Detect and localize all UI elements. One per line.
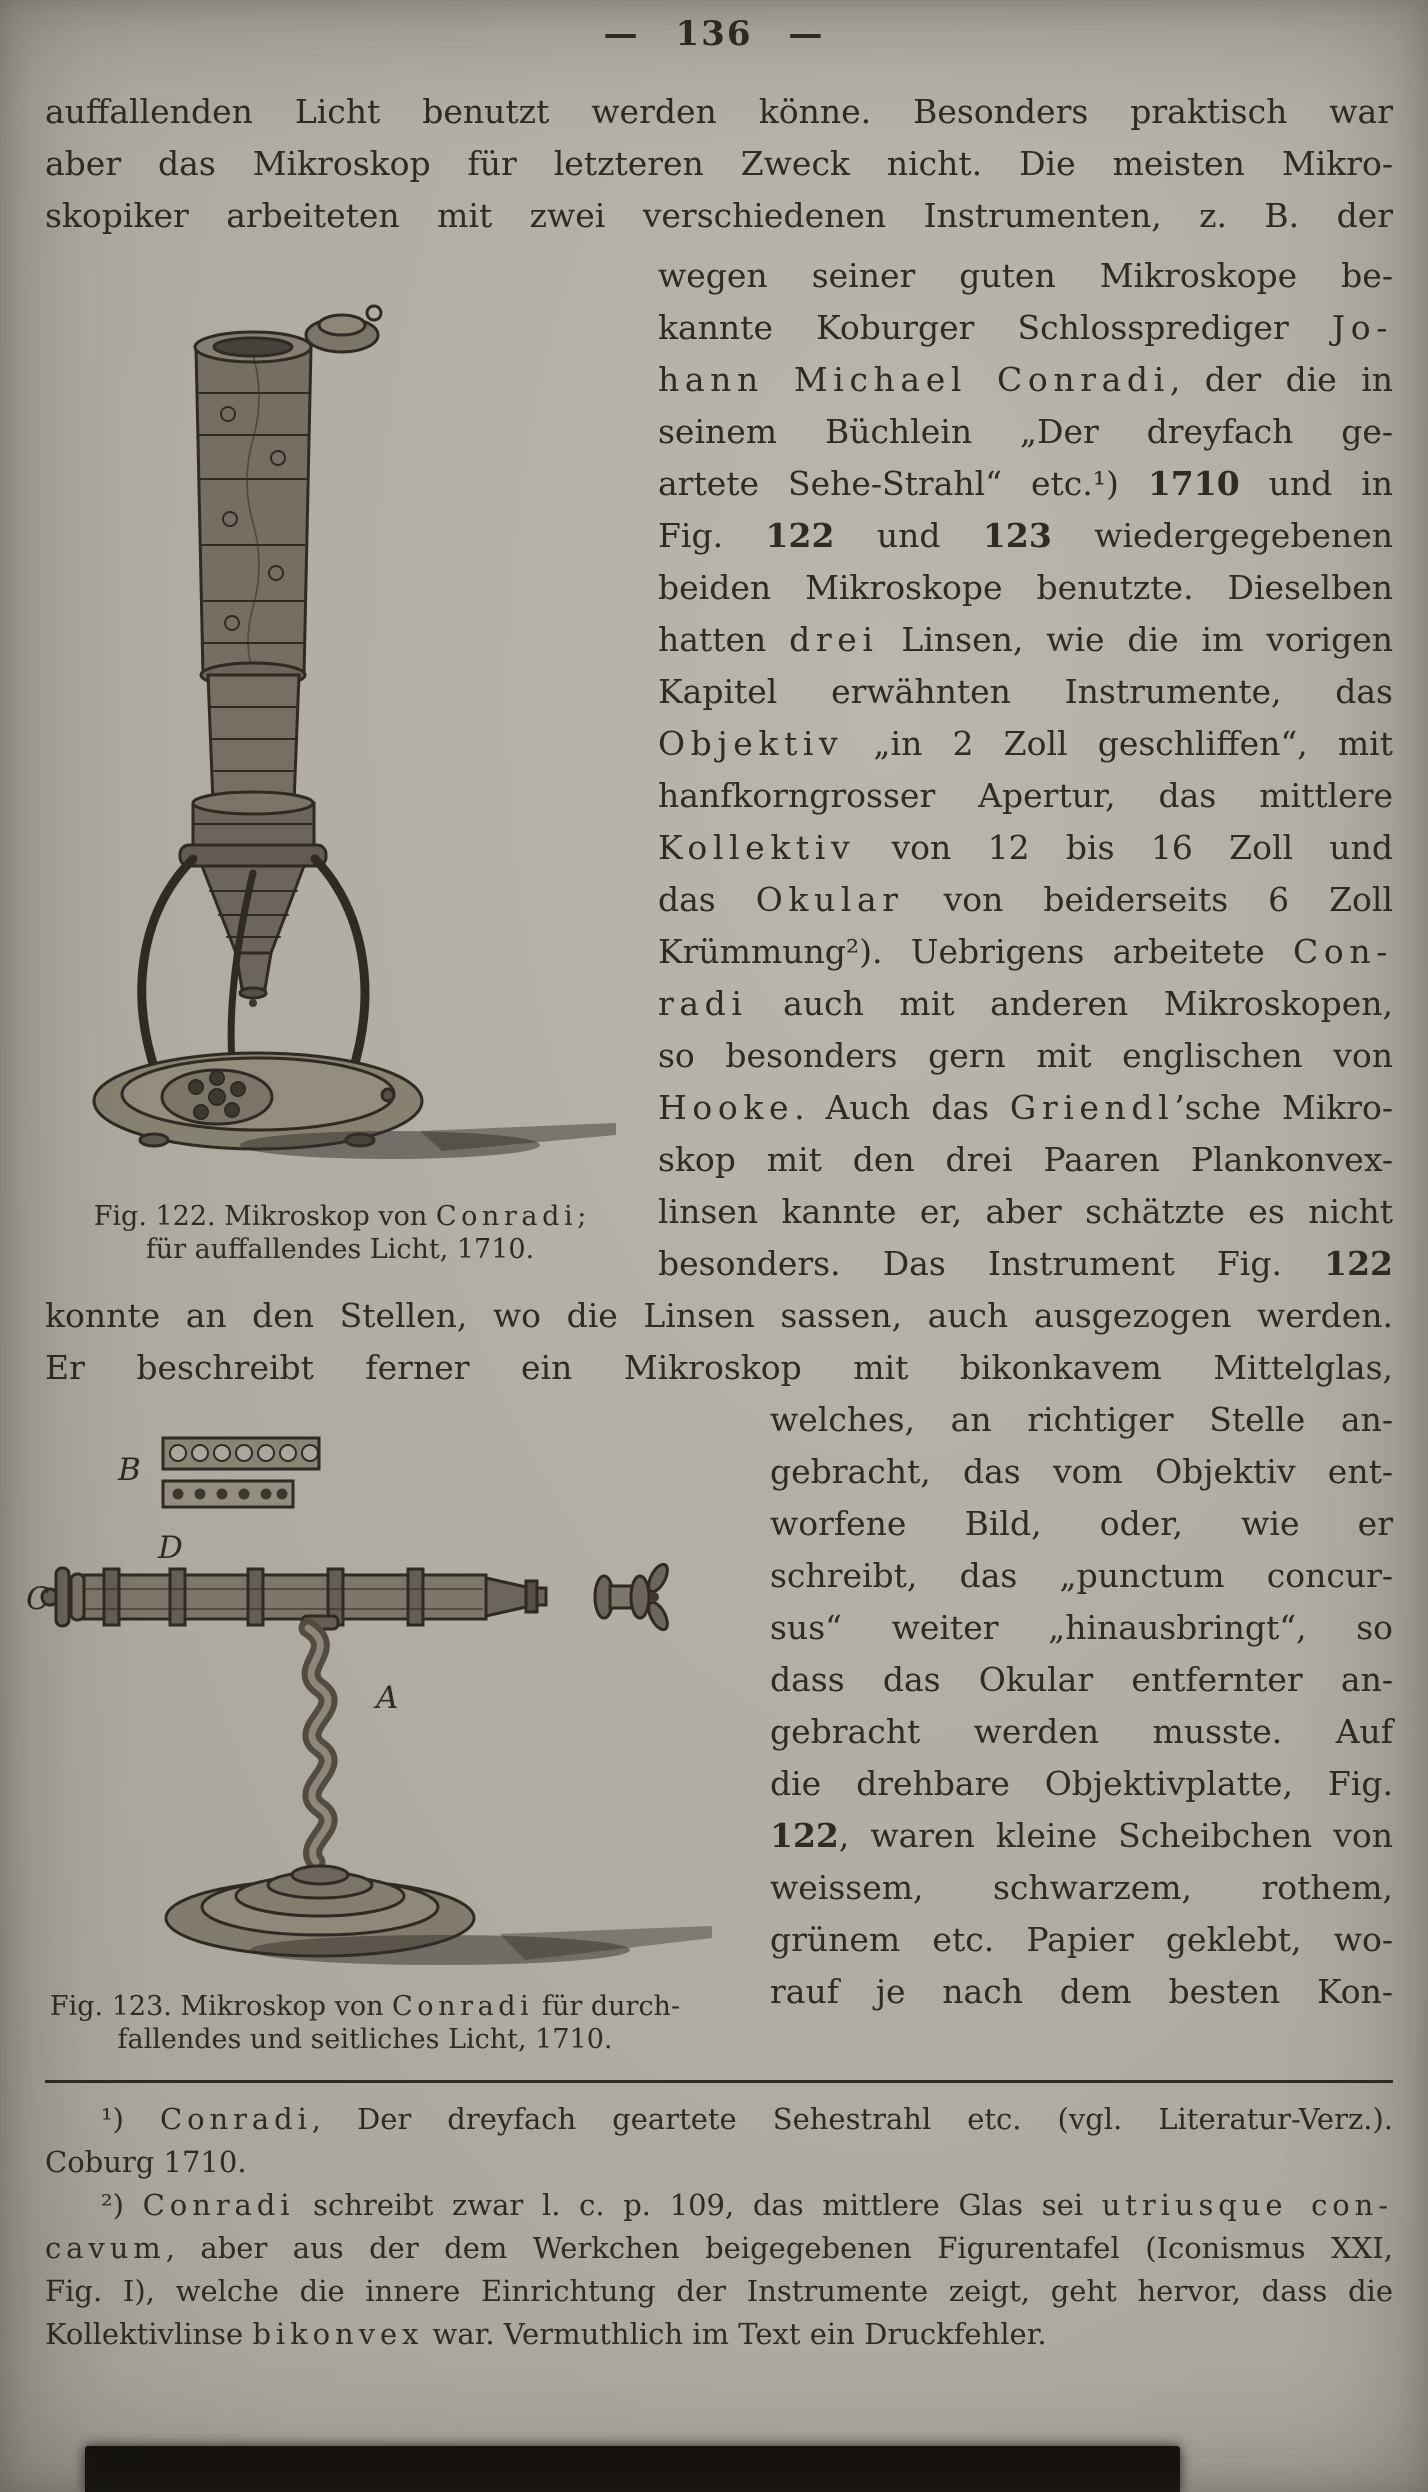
text-line: so besonders gern mit englischen von	[658, 1036, 1393, 1075]
paragraph-full-width	[45, 1290, 1393, 1394]
text-line: für auffallendes Licht, 1710.	[145, 1234, 535, 1265]
text-line: weissem, schwarzem, rothem,	[770, 1868, 1393, 1907]
text-line: konnte an den Stellen, wo die Linsen sassen, auch ausgezogen werden.	[45, 1296, 1393, 1335]
text-line: Hooke. Auch das Griendl’sche Mikro-	[658, 1088, 1394, 1127]
paragraph-beside-fig123	[770, 1394, 1393, 2018]
text-line: sus“ weiter „hinausbringt“, so	[770, 1608, 1393, 1647]
text-line: grünem etc. Papier geklebt, wo-	[770, 1920, 1393, 1959]
text-line: Coburg 1710.	[45, 2145, 247, 2179]
label-c: C	[26, 1581, 50, 1617]
text-line: auffallenden Licht benutzt werden könne. Besonders praktisch war	[45, 92, 1393, 131]
page-number: — 136 —	[603, 14, 825, 54]
text-line: artete Sehe-Strahl“ etc.¹) 1710 und in	[658, 464, 1394, 503]
text-line: Fig. 123. Mikroskop von Conradi für durch-	[49, 1991, 681, 2022]
text-line: welches, an richtiger Stelle an-	[770, 1400, 1393, 1439]
slider-part-b	[163, 1438, 319, 1507]
text-line: linsen kannte er, aber schätzte es nicht	[658, 1192, 1393, 1231]
text-line: Fig. I), welche die innere Einrichtung der Instrumente zeigt, geht hervor, dass die	[45, 2274, 1393, 2308]
text-line: Kapitel erwähnten Instrumente, das	[658, 672, 1393, 711]
text-line: beiden Mikroskope benutzte. Dieselben	[658, 568, 1393, 607]
text-line: rauf je nach dem besten Kon-	[770, 1972, 1393, 2011]
text-line: das Okular von beiderseits 6 Zoll	[658, 880, 1393, 919]
text-line: dass das Okular entfernter an-	[770, 1660, 1393, 1699]
text-line: hatten drei Linsen, wie die im vorigen	[658, 620, 1393, 659]
text-line: cavum, aber aus der dem Werkchen beigegebenen Figurentafel (Iconismus XXI,	[45, 2231, 1393, 2265]
text-line: ²) Conradi schreibt zwar l. c. p. 109, das mittlere Glas sei utriusque con-	[101, 2188, 1393, 2222]
text-line: Objektiv „in 2 Zoll geschliffen“, mit	[658, 724, 1393, 763]
text-line: seinem Büchlein „Der dreyfach ge-	[658, 412, 1393, 451]
footnote-separator	[45, 2080, 1393, 2083]
objective-piece	[595, 1561, 671, 1632]
figure-122	[90, 283, 620, 1193]
figure-122-illustration	[90, 283, 620, 1193]
text-line: aber das Mikroskop für letzteren Zweck nicht. Die meisten Mikro-	[45, 144, 1393, 183]
text-line: Fig. 122 und 123 wiedergegebenen	[658, 516, 1394, 555]
detached-eyecap-icon	[306, 306, 381, 352]
figure-123-caption	[30, 1990, 700, 2056]
figure-123	[20, 1428, 720, 1988]
text-line: Fig. 122. Mikroskop von Conradi;	[93, 1201, 587, 1232]
body-tube	[42, 1568, 546, 1626]
figure-123-illustration	[20, 1428, 720, 1988]
draw-tube-sections	[180, 663, 326, 866]
text-line: 122, waren kleine Scheibchen von	[770, 1816, 1393, 1855]
scan-bottom-bar	[85, 2446, 1180, 2492]
text-line: ¹) Conradi, Der dreyfach geartete Sehestrahl etc. (vgl. Literatur-Verz.).	[101, 2102, 1393, 2136]
text-line: besonders. Das Instrument Fig. 122	[658, 1244, 1393, 1283]
twisted-column	[302, 1616, 338, 1862]
text-line: wegen seiner guten Mikroskope be-	[658, 256, 1393, 295]
text-line: schreibt, das „punctum concur-	[770, 1556, 1393, 1595]
text-line: hanfkorngrosser Apertur, das mittlere	[658, 776, 1393, 815]
text-line: gebracht, das vom Objektiv ent-	[770, 1452, 1393, 1491]
text-line: Er beschreibt ferner ein Mikroskop mit bikonkavem Mittelglas,	[45, 1348, 1393, 1387]
text-line: Krümmung²). Uebrigens arbeitete Con-	[658, 932, 1393, 971]
text-line: gebracht werden musste. Auf	[770, 1712, 1393, 1751]
label-a: A	[376, 1680, 399, 1716]
label-d: D	[158, 1530, 183, 1566]
text-line: hann Michael Conradi, der die in	[658, 360, 1394, 399]
footnotes	[45, 2098, 1393, 2356]
text-line: skop mit den drei Paaren Plankonvex-	[658, 1140, 1393, 1179]
text-line: radi auch mit anderen Mikroskopen,	[658, 984, 1393, 1023]
figure-122-caption	[60, 1200, 620, 1266]
text-line: kannte Koburger Schlossprediger Jo-	[658, 308, 1393, 347]
paragraph-top	[45, 86, 1393, 242]
text-line: worfene Bild, oder, wie er	[770, 1504, 1393, 1543]
text-line: Kollektivlinse bikonvex war. Vermuthlich im Text ein Druckfehler.	[45, 2317, 1047, 2351]
main-tube	[195, 332, 311, 675]
label-b: B	[118, 1452, 141, 1488]
text-line: Kollektiv von 12 bis 16 Zoll und	[658, 828, 1393, 867]
text-line: skopiker arbeiteten mit zwei verschiedenen Instrumenten, z. B. der	[45, 196, 1393, 235]
text-line: fallendes und seitliches Licht, 1710.	[117, 2024, 613, 2055]
text-line: die drehbare Objektivplatte, Fig.	[770, 1764, 1393, 1803]
paragraph-beside-fig122	[658, 250, 1393, 1290]
